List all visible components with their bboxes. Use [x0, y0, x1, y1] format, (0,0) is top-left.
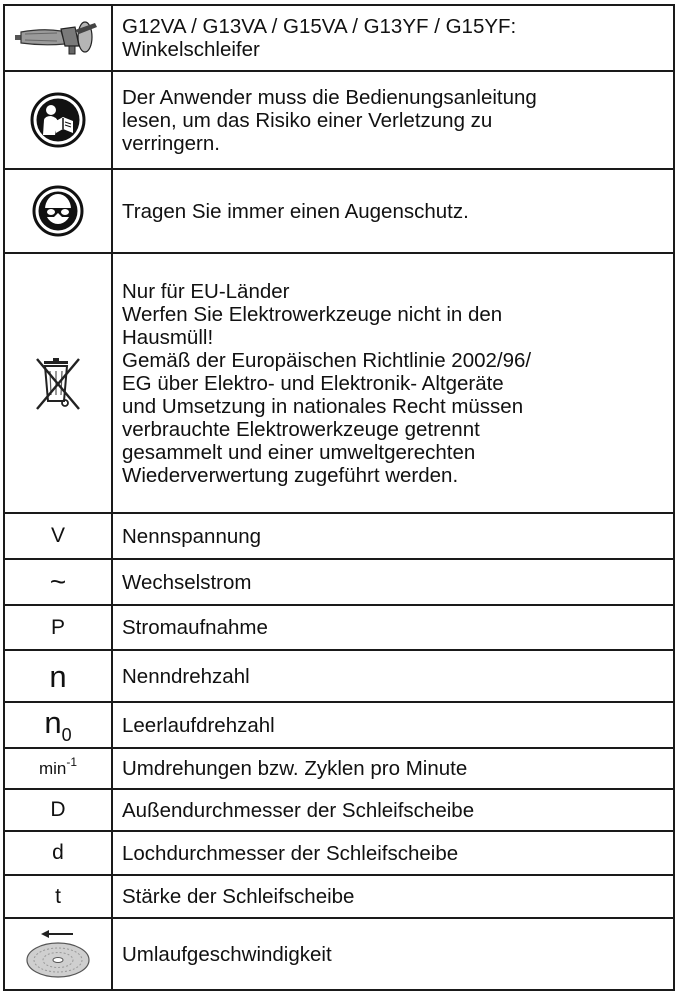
text-line: Außendurchmesser der Schleifscheibe — [122, 798, 475, 822]
no-load-speed-symbol — [44, 705, 72, 745]
text-line: gesammelt und einer umweltgerechten — [122, 440, 476, 464]
description-cell — [112, 605, 674, 650]
symbol-cell — [4, 875, 112, 918]
text-line: Nenndrehzahl — [122, 664, 250, 688]
table-row — [4, 253, 674, 513]
symbol-superscript: -1 — [66, 754, 78, 769]
description-cell — [112, 748, 674, 789]
symbol-cell — [4, 559, 112, 605]
text-line: Nur für EU-Länder — [122, 279, 290, 303]
text-line: Werfen Sie Elektrowerkzeuge nicht in den — [122, 302, 503, 326]
table-row — [4, 789, 674, 831]
description-cell — [112, 918, 674, 990]
description-cell — [112, 789, 674, 831]
model-line: G12VA / G13VA / G15VA / G13YF / G15YF: — [122, 15, 517, 38]
alternating-current-symbol: ~ — [49, 566, 67, 597]
symbol-base: min — [38, 758, 67, 778]
outer-diameter-symbol: D — [50, 798, 66, 821]
hole-diameter-symbol: d — [52, 841, 64, 864]
power-symbol: P — [50, 615, 65, 639]
symbol-subscript: 0 — [61, 725, 72, 745]
table-row — [4, 831, 674, 875]
text-line: Leerlaufdrehzahl — [122, 713, 275, 737]
description-cell — [112, 5, 674, 71]
text-line: Nennspannung — [122, 524, 262, 548]
description-cell — [112, 875, 674, 918]
symbol-base: n — [44, 705, 62, 740]
description-cell — [112, 169, 674, 253]
text-line: Wiederverwertung zugeführt werden. — [122, 463, 459, 487]
text-line: Stärke der Schleifscheibe — [122, 885, 355, 908]
table-row — [4, 748, 674, 789]
symbol-table — [3, 4, 675, 991]
crossed-out-wheelie-bin-icon — [5, 355, 111, 411]
description-cell — [112, 71, 674, 169]
symbol-cell — [4, 789, 112, 831]
tool-name: Winkelschleifer — [122, 38, 260, 61]
thickness-symbol: t — [55, 884, 61, 908]
symbol-cell — [4, 831, 112, 875]
rated-speed-symbol: n — [49, 658, 67, 694]
voltage-symbol: V — [50, 524, 65, 547]
description-cell — [112, 559, 674, 605]
symbol-cell — [4, 169, 112, 253]
text-line: Gemäß der Europäischen Richtlinie 2002/96/ — [122, 348, 532, 372]
symbol-cell — [4, 918, 112, 990]
symbol-cell — [4, 253, 112, 513]
text-line: lesen, um das Risiko einer Verletzung zu — [122, 108, 493, 132]
symbol-cell — [4, 650, 112, 702]
text-line: Umdrehungen bzw. Zyklen pro Minute — [122, 757, 468, 780]
description-cell — [112, 253, 674, 513]
text-line: Wechselstrom — [122, 570, 252, 594]
text-line: Umlaufgeschwindigkeit — [122, 942, 332, 966]
symbol-cell — [4, 702, 112, 748]
description-cell — [112, 650, 674, 702]
text-line: verbrauchte Elektrowerkzeuge getrennt — [122, 417, 480, 441]
angle-grinder-icon — [5, 18, 111, 58]
table-row — [4, 559, 674, 605]
text-line: Stromaufnahme — [122, 616, 268, 639]
table-row — [4, 71, 674, 169]
text-line: Hausmüll! — [122, 325, 214, 349]
table-row — [4, 513, 674, 559]
text-line: EG über Elektro- und Elektronik- Altgeräte — [122, 371, 504, 395]
table-row — [4, 169, 674, 253]
table-row — [4, 5, 674, 71]
text-line: Der Anwender muss die Bedienungsanleitung — [122, 85, 537, 109]
text-line: und Umsetzung in nationales Recht müssen — [122, 394, 524, 418]
symbol-cell — [4, 5, 112, 71]
text-line: Lochdurchmesser der Schleifscheibe — [122, 841, 459, 865]
eye-protection-icon — [5, 184, 111, 238]
text-line: verringern. — [122, 131, 220, 155]
table-row — [4, 702, 674, 748]
description-cell — [112, 831, 674, 875]
description-cell — [112, 513, 674, 559]
table-row — [4, 918, 674, 990]
table-row — [4, 875, 674, 918]
table-row — [4, 605, 674, 650]
table-row — [4, 650, 674, 702]
text-line: Tragen Sie immer einen Augenschutz. — [122, 199, 469, 223]
description-cell — [112, 702, 674, 748]
per-minute-symbol — [38, 754, 78, 778]
symbol-cell — [4, 513, 112, 559]
rotating-disc-arrow-icon — [5, 927, 111, 981]
symbol-cell — [4, 605, 112, 650]
read-manual-icon — [5, 91, 111, 149]
symbol-cell — [4, 71, 112, 169]
symbol-cell — [4, 748, 112, 789]
